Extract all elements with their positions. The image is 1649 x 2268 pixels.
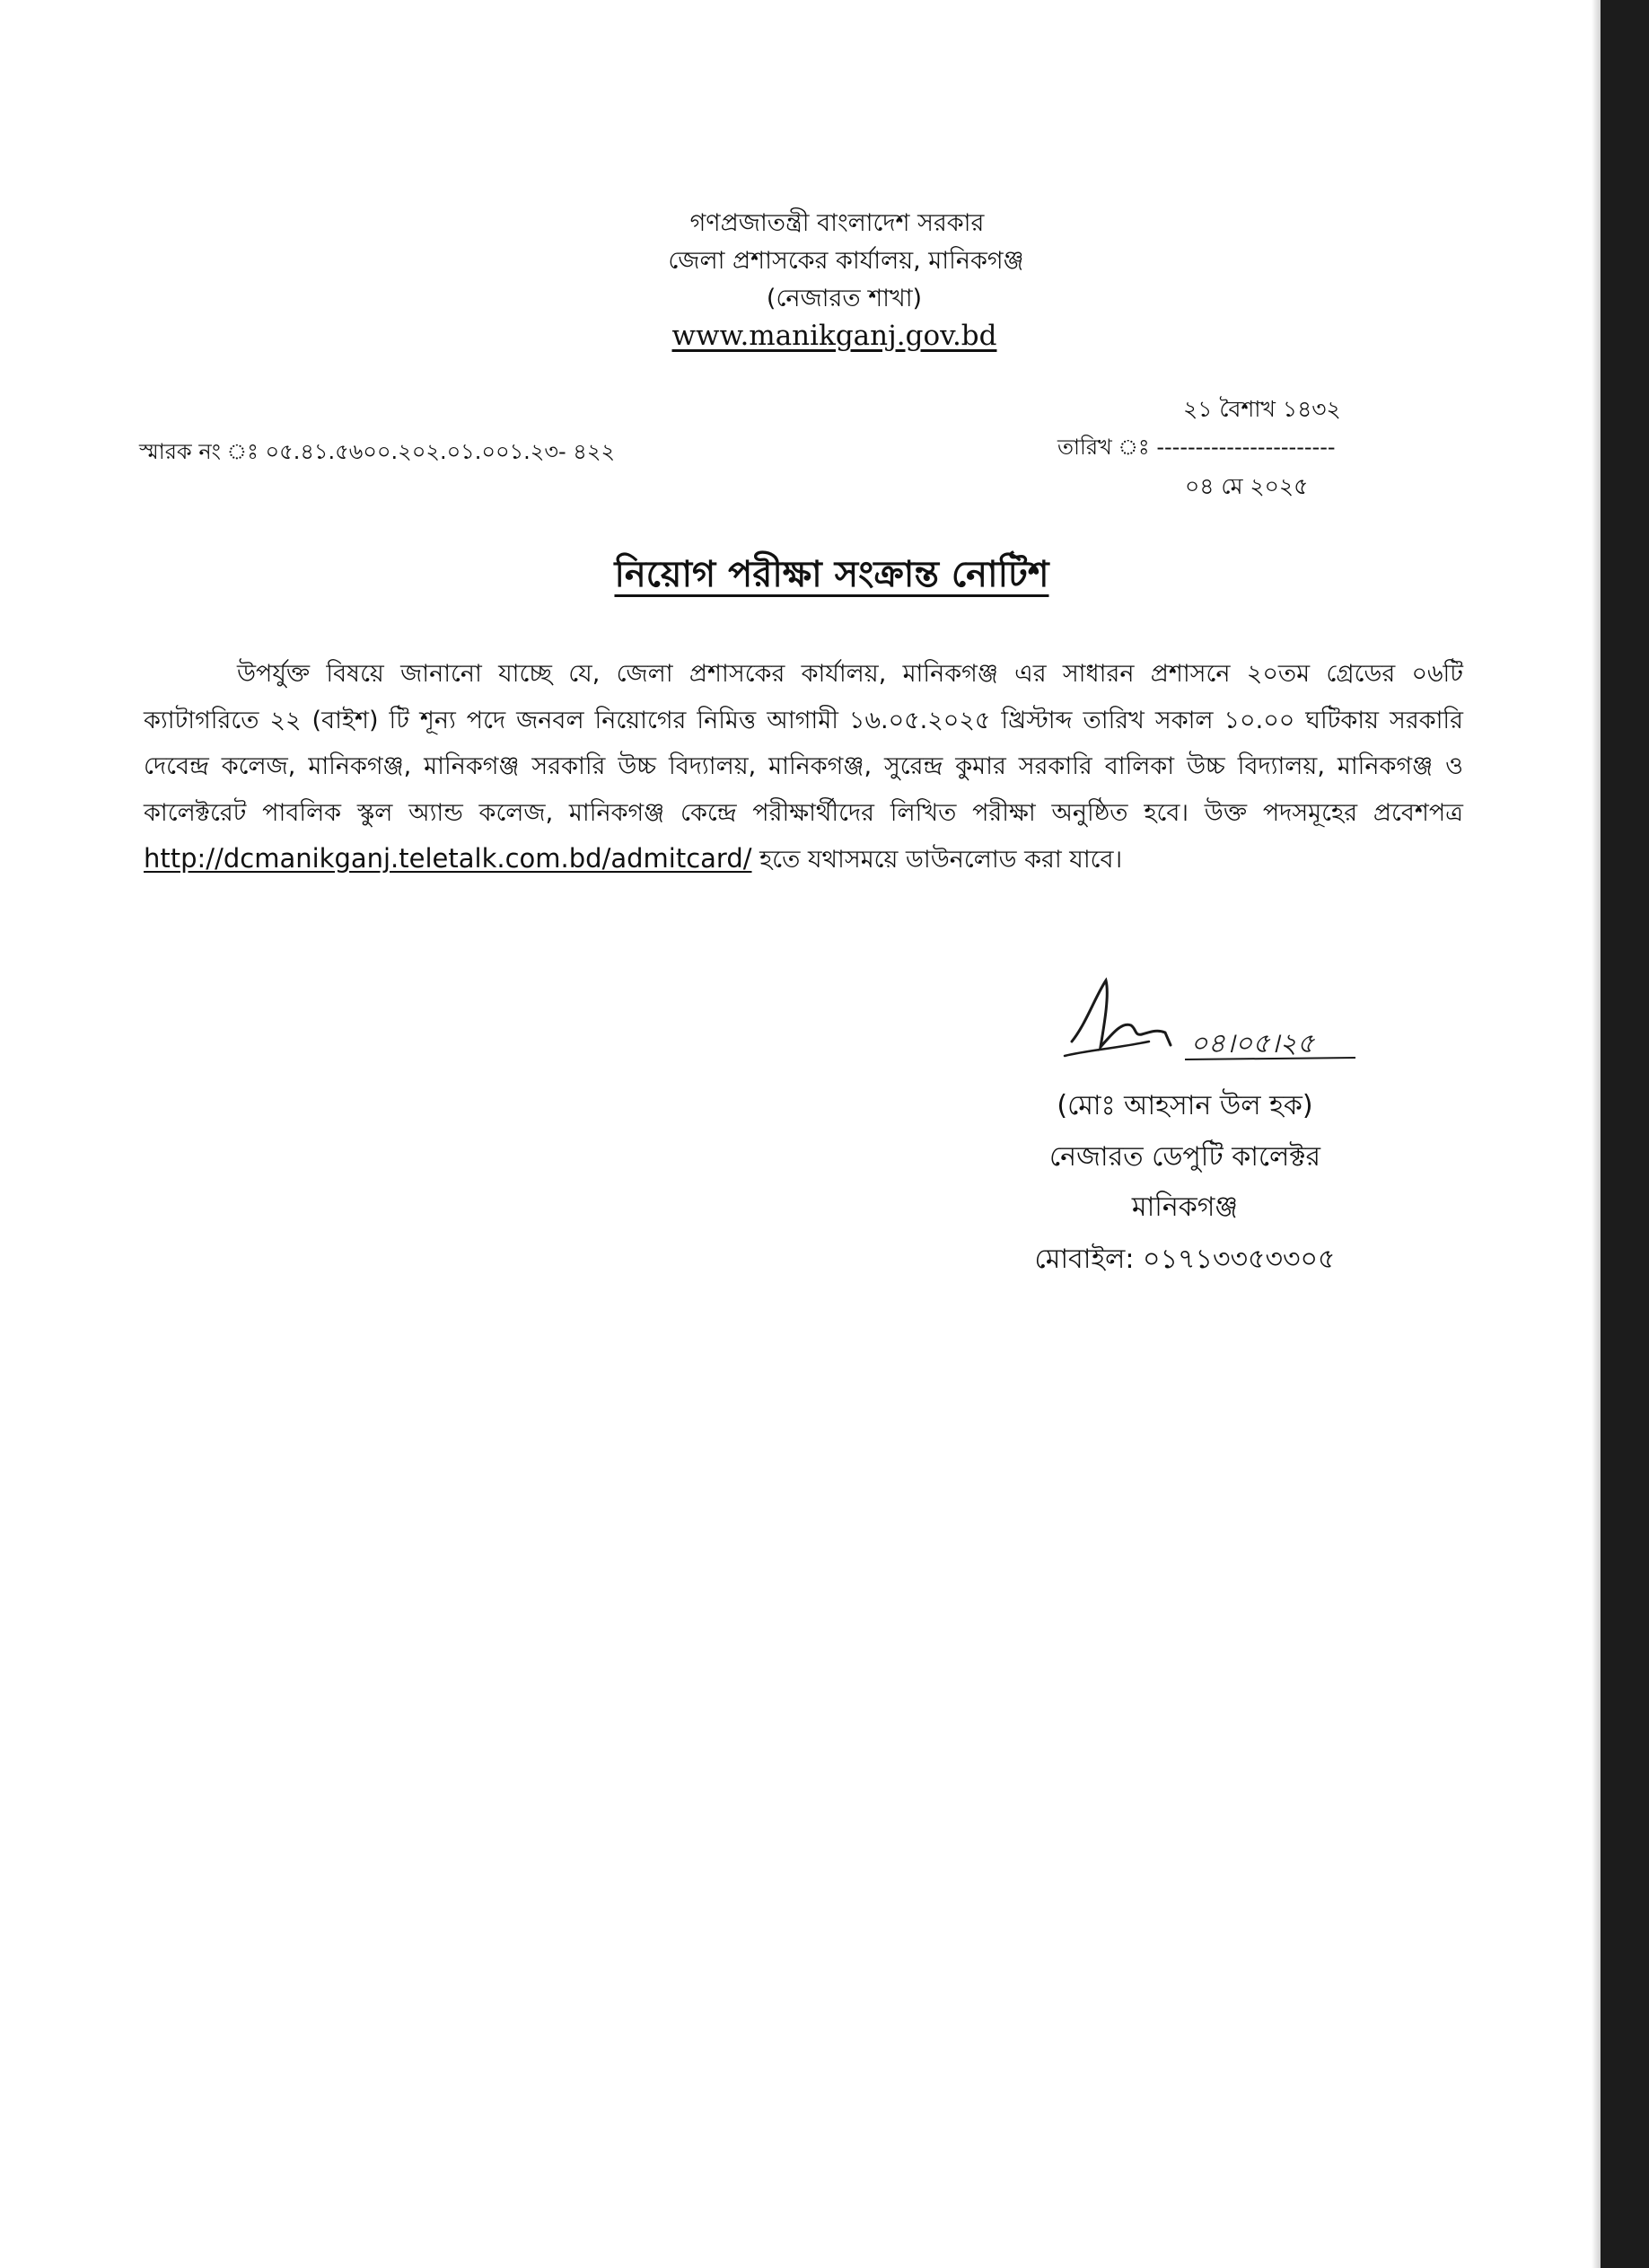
signatory-designation: নেজারত ডেপুটি কালেক্টর — [1049, 1141, 1320, 1173]
notice-title-text: নিয়োগ পরীক্ষা সংক্রান্ত নোটিশ — [614, 554, 1049, 595]
signatory-mobile: মোবাইল: ০১৭১৩৩৫৩৩০৫ — [1034, 1244, 1336, 1275]
memo-number: স্মারক নং ঃ ০৫.৪১.৫৬০০.২০২.০১.০০১.২৩- ৪২২ — [139, 439, 616, 464]
signature-date: ০৪।০৫।২৫ — [1190, 1028, 1315, 1059]
notice-body-part1: উপর্যুক্ত বিষয়ে জানানো যাচ্ছে যে, জেলা প্রশাসকের কার্যালয়, মানিকগঞ্জ এর সাধারন প্রশাসনে ২০তম গ্রেডের ০৬টি ক্যাটাগরিতে ২২ (বাইশ) টি শূন্য পদে জনবল নিয়োগের নিমিত্ত আগামী ১৬.০৫.২০২৫ খ্রিস্টাব্দ তারিখ সকাল ১০.০০ ঘটিকায় সরকারি দেবেন্দ্র কলেজ, মানিকগঞ্জ, মানিকগঞ্জ সরকারি উচ্চ বিদ্যালয়, মানিকগঞ্জ, সুরেন্দ্র কুমার সরকারি বালিকা উচ্চ বিদ্যালয়, মানিকগঞ্জ ও কালেক্টরেট পাবলিক স্কুল অ্যান্ড কলেজ, মানিকগঞ্জ কেন্দ্রে পরীক্ষার্থীদের লিখিত পরীক্ষা অনুষ্ঠিত হবে। উক্ত পদসমূহের প্রবেশপত্র — [144, 660, 1463, 827]
notice-body — [144, 651, 1463, 883]
signature-stroke — [1072, 980, 1171, 1047]
signature — [1059, 970, 1382, 1086]
header-website — [0, 316, 1649, 356]
header-branch: (নেজারত শাখা) — [766, 285, 923, 312]
admit-card-link[interactable]: http://dcmanikganj.teletalk.com.bd/admitcard/ — [144, 843, 752, 874]
signatory-location: মানিকগঞ্জ — [1131, 1191, 1239, 1223]
date-label: তারিখ ঃ ----------------------- — [1057, 435, 1336, 460]
signatory-name: (মোঃ আহসান উল হক) — [1057, 1090, 1313, 1121]
notice-title — [0, 549, 1649, 600]
header-government: গণপ্রজাতন্ত্রী বাংলাদেশ সরকার — [689, 209, 985, 237]
website-link[interactable]: www.manikganj.gov.bd — [671, 320, 997, 352]
header-office: জেলা প্রশাসকের কার্যালয়, মানিকগঞ্জ — [668, 247, 1024, 275]
signature-stroke-2 — [1065, 1042, 1149, 1056]
notice-body-part2: হতে যথাসময়ে ডাউনলোড করা যাবে। — [759, 846, 1123, 874]
date-bangla: ২১ বৈশাখ ১৪৩২ — [1183, 396, 1341, 422]
date-english: ০৪ মে ২০২৫ — [1185, 473, 1309, 499]
